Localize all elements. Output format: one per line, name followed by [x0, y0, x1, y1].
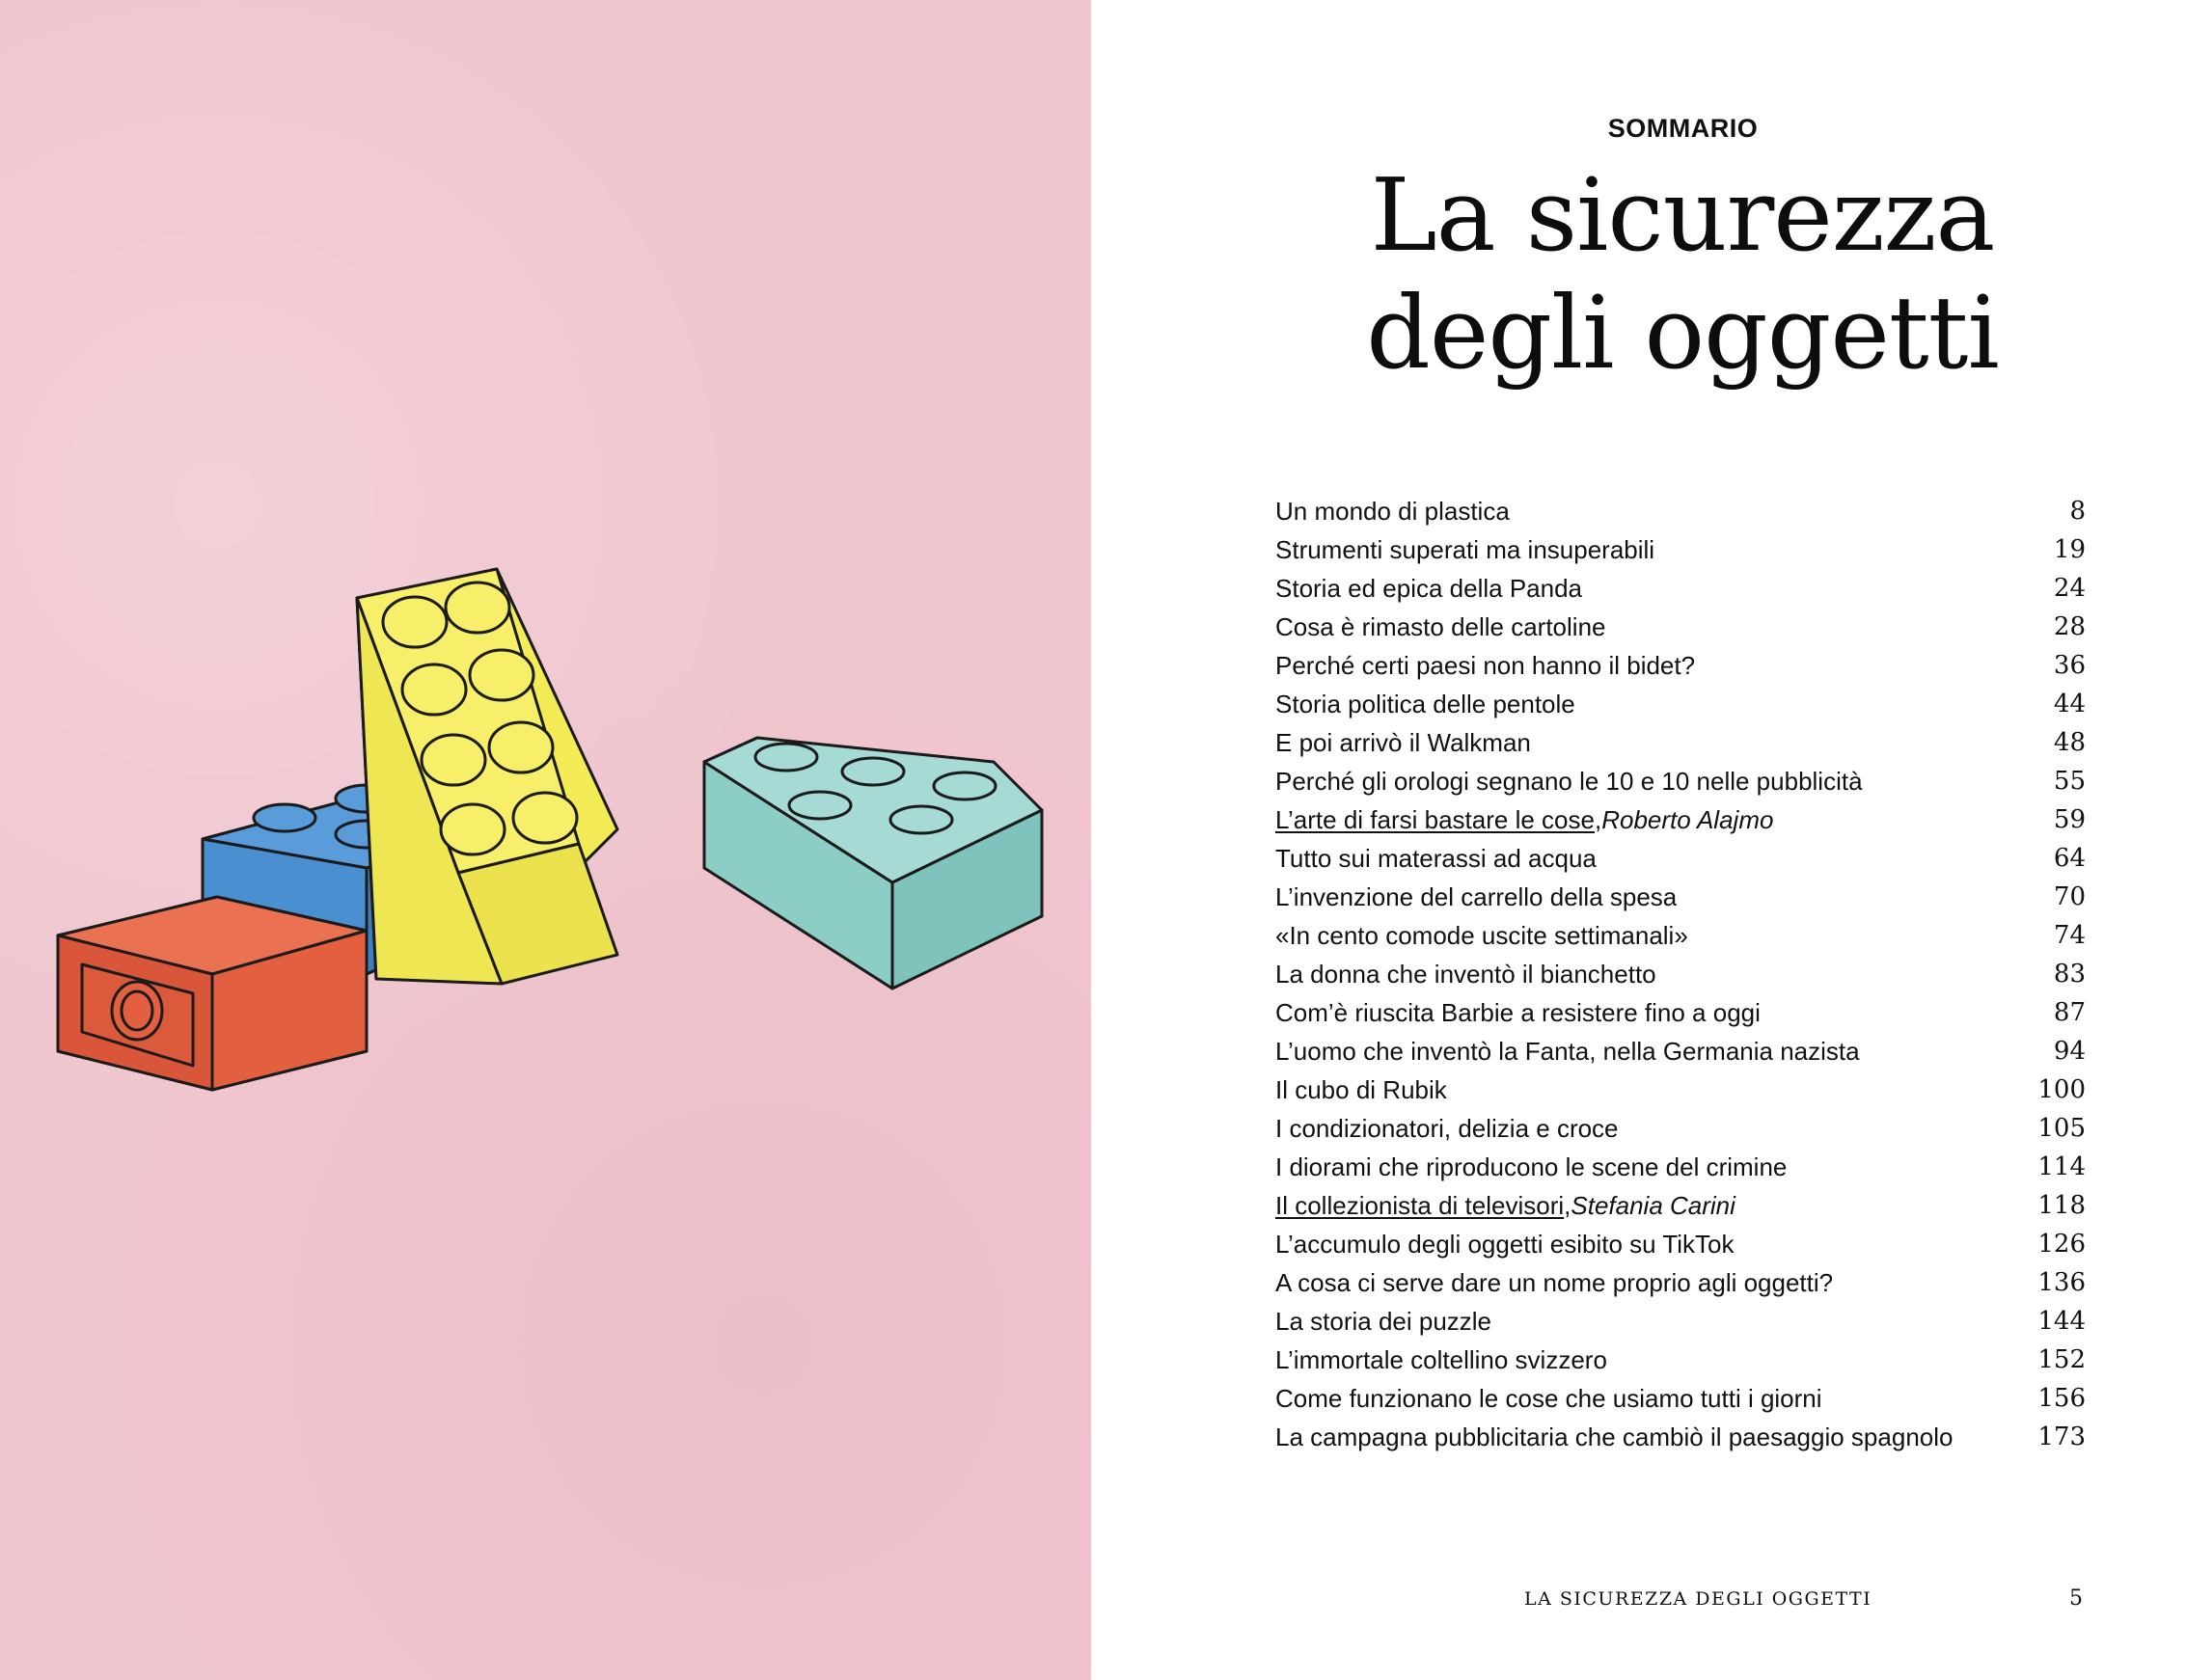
toc-entry-title[interactable]: [1275, 728, 1531, 758]
toc-entry[interactable]: [1275, 1268, 2086, 1307]
left-page-illustration-panel: [0, 0, 1091, 1680]
toc-entry-page-number: 28: [2053, 612, 2086, 641]
toc-entry-author: Roberto Alajmo: [1601, 805, 1774, 834]
toc-entry[interactable]: [1275, 612, 2086, 651]
toc-entry-page-number: 48: [2053, 728, 2086, 757]
toc-entry-title[interactable]: [1275, 921, 1688, 951]
toc-entry-title-text[interactable]: I diorami che riproducono le scene del crimine: [1275, 1152, 1788, 1181]
toc-entry-title-text[interactable]: E poi arrivò il Walkman: [1275, 728, 1531, 757]
toc-entry[interactable]: [1275, 998, 2086, 1037]
toc-entry-title-text[interactable]: L’uomo che inventò la Fanta, nella Germania nazista: [1275, 1037, 1860, 1066]
toc-entry[interactable]: [1275, 1230, 2086, 1268]
toc-entry-title[interactable]: [1275, 1037, 1860, 1067]
toc-entry-page-number: 94: [2053, 1037, 2086, 1066]
toc-entry-title-text[interactable]: L’arte di farsi bastare le cose: [1275, 805, 1595, 834]
toc-entry-title[interactable]: [1275, 574, 1582, 604]
toc-entry-title[interactable]: [1275, 690, 1575, 719]
toc-entry-author: Stefania Carini: [1571, 1191, 1735, 1220]
toc-entry-title-text[interactable]: «In cento comode uscite settimanali»: [1275, 921, 1688, 950]
toy-bricks-illustration: [39, 550, 1061, 1167]
toc-entry[interactable]: [1275, 844, 2086, 882]
toc-entry-page-number: 70: [2053, 882, 2086, 911]
toc-entry-page-number: 55: [2053, 767, 2086, 796]
toc-entry-page-number: 136: [2037, 1268, 2086, 1297]
toc-entry-page-number: 24: [2053, 574, 2086, 603]
toc-entry-title-text[interactable]: Come funzionano le cose che usiamo tutti i giorni: [1275, 1384, 1822, 1413]
toc-entry-page-number: 105: [2037, 1114, 2086, 1143]
page-title: [1254, 156, 2111, 392]
toc-entry-title-text[interactable]: Storia politica delle pentole: [1275, 690, 1575, 718]
toc-entry-title[interactable]: [1275, 1114, 1619, 1144]
toc-entry-title-text[interactable]: La campagna pubblicitaria che cambiò il paesaggio spagnolo: [1275, 1423, 1954, 1451]
toc-entry[interactable]: [1275, 882, 2086, 921]
page-title-line-2: degli oggetti: [1366, 274, 1999, 392]
toc-entry-page-number: 64: [2053, 844, 2086, 873]
teal-brick: [704, 738, 1042, 989]
toc-entry[interactable]: [1275, 1152, 2086, 1191]
toc-entry[interactable]: [1275, 497, 2086, 535]
toc-entry-title-text[interactable]: I condizionatori, delizia e croce: [1275, 1114, 1619, 1143]
toc-entry[interactable]: [1275, 574, 2086, 612]
toc-entry-title-text[interactable]: L’invenzione del carrello della spesa: [1275, 882, 1678, 911]
toc-entry-title-text[interactable]: La storia dei puzzle: [1275, 1307, 1492, 1336]
toc-entry-page-number: 83: [2053, 960, 2086, 989]
toc-entry-title-text[interactable]: Il collezionista di televisori: [1275, 1191, 1565, 1220]
toc-entry-title-text[interactable]: Un mondo di plastica: [1275, 497, 1510, 526]
toc-entry[interactable]: [1275, 805, 2086, 844]
toc-entry-title-text[interactable]: Tutto sui materassi ad acqua: [1275, 844, 1597, 873]
toc-entry-title-text[interactable]: Storia ed epica della Panda: [1275, 574, 1583, 603]
section-kicker: SOMMARIO: [1607, 114, 1759, 143]
toc-entry[interactable]: [1275, 535, 2086, 574]
yellow-brick: [357, 569, 617, 984]
toc-entry-title[interactable]: [1275, 767, 1863, 797]
toc-entry-page-number: 36: [2053, 651, 2086, 680]
toc-entry[interactable]: [1275, 767, 2086, 805]
red-brick: [58, 897, 367, 1090]
toc-entry-title[interactable]: [1275, 1152, 1787, 1182]
toc-entry-title-text[interactable]: L’accumulo degli oggetti esibito su TikTok: [1275, 1230, 1735, 1259]
toc-entry-title-text[interactable]: Cosa è rimasto delle cartoline: [1275, 612, 1606, 641]
toc-entry-title-text[interactable]: La donna che inventò il bianchetto: [1275, 960, 1656, 989]
toc-entry-title-text[interactable]: L’immortale coltellino svizzero: [1275, 1345, 1607, 1374]
toc-entry[interactable]: [1275, 1307, 2086, 1345]
toc-entry-title-text[interactable]: A cosa ci serve dare un nome proprio agli oggetti?: [1275, 1268, 1834, 1297]
toc-entry[interactable]: [1275, 690, 2086, 728]
toc-entry[interactable]: [1275, 921, 2086, 960]
toc-entry-title[interactable]: [1275, 651, 1695, 681]
toc-entry[interactable]: [1275, 1191, 2086, 1230]
page-number: 5: [2069, 1586, 2083, 1611]
toc-entry-title[interactable]: [1275, 1384, 1822, 1414]
table-of-contents: [1275, 497, 2086, 1461]
toc-entry-title[interactable]: [1275, 805, 1773, 835]
toc-entry-title[interactable]: [1275, 1230, 1735, 1260]
toc-entry-title[interactable]: [1275, 844, 1597, 874]
toc-entry[interactable]: [1275, 1075, 2086, 1114]
toc-entry-title-text[interactable]: Perché gli orologi segnano le 10 e 10 nelle pubblicità: [1275, 767, 1863, 796]
toc-entry-title[interactable]: [1275, 612, 1606, 642]
toc-entry-page-number: 118: [2037, 1191, 2086, 1220]
toc-entry[interactable]: [1275, 1345, 2086, 1384]
page-title-line-1: La sicurezza: [1370, 156, 1995, 274]
toc-entry-title-text[interactable]: Strumenti superati ma insuperabili: [1275, 535, 1655, 564]
toc-entry-page-number: 74: [2053, 921, 2086, 950]
toc-entry-page-number: 144: [2037, 1307, 2086, 1336]
toc-entry-title[interactable]: [1275, 497, 1510, 527]
toc-entry[interactable]: [1275, 1114, 2086, 1152]
toc-entry-title[interactable]: [1275, 1307, 1491, 1337]
toc-entry-separator: ,: [1594, 805, 1602, 834]
toc-entry-page-number: 156: [2037, 1384, 2086, 1413]
toc-entry-title-text[interactable]: Com’è riuscita Barbie a resistere fino a oggi: [1275, 998, 1761, 1027]
toc-entry-title[interactable]: [1275, 998, 1761, 1028]
toc-entry-page-number: 8: [2069, 497, 2086, 526]
toc-entry-separator: ,: [1564, 1191, 1571, 1220]
toc-entry-page-number: 44: [2053, 690, 2086, 718]
toc-entry[interactable]: [1275, 1423, 2086, 1461]
toc-entry-title[interactable]: [1275, 1345, 1607, 1375]
toc-entry-title[interactable]: [1275, 960, 1656, 989]
toc-entry-title[interactable]: [1275, 1075, 1447, 1105]
toc-entry[interactable]: [1275, 1384, 2086, 1423]
toc-entry-title-text[interactable]: Il cubo di Rubik: [1275, 1075, 1447, 1104]
toc-entry-page-number: 87: [2053, 998, 2086, 1027]
toc-entry[interactable]: [1275, 728, 2086, 767]
toc-entry-page-number: 152: [2037, 1345, 2086, 1374]
running-footer-title: LA SICUREZZA DEGLI OGGETTI: [1524, 1588, 1872, 1610]
toc-entry-title[interactable]: [1275, 1268, 1833, 1298]
toc-entry-page-number: 126: [2037, 1230, 2086, 1259]
toc-entry-title[interactable]: [1275, 1191, 1735, 1221]
toc-entry-page-number: 173: [2037, 1423, 2086, 1451]
toc-entry-page-number: 114: [2037, 1152, 2086, 1181]
toc-entry-page-number: 19: [2053, 535, 2086, 564]
toc-entry[interactable]: [1275, 651, 2086, 690]
toc-entry-title[interactable]: [1275, 535, 1654, 565]
toc-entry-title[interactable]: [1275, 882, 1677, 912]
toc-entry-page-number: 59: [2053, 805, 2086, 834]
toc-entry[interactable]: [1275, 960, 2086, 998]
toc-entry-page-number: 100: [2037, 1075, 2086, 1104]
toc-entry-title[interactable]: [1275, 1423, 1953, 1452]
toc-entry-title-text[interactable]: Perché certi paesi non hanno il bidet?: [1275, 651, 1696, 680]
toc-entry[interactable]: [1275, 1037, 2086, 1075]
